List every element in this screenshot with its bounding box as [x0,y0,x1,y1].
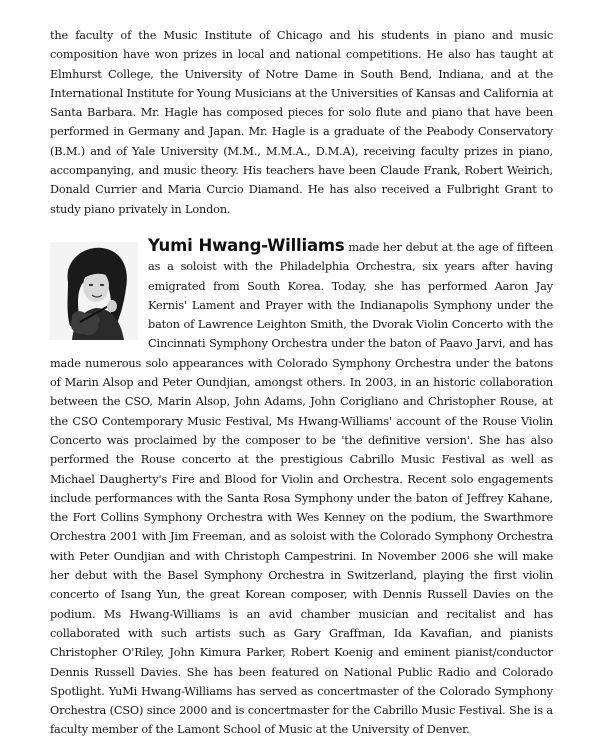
bio-text: made her debut at the age of fifteen as a soloist with the Philadelphia Orchestra, six years after having emigrated from South Korea. Today, she has performed Aaron Jay Kernis' Lament and Prayer with the Indianapolis Symphony under the baton of Lawrence Leighton Smith, the Dvorak Violin Concerto with the Cincinnati Symphony Orchestra under the baton of Paavo Jarvi, and has made numerous solo appearances with Colorado Symphony Orchestra under the batons of Marin Alsop and Peter Oundjian, amongst others. In 2003, in an historic collaboration between the CSO, Marin Alsop, John Adams, John Corigliano and Christopher Rouse, at the CSO Contemporary Music Festival, Ms Hwang-Williams' account of the Rouse Violin Concerto was proclaimed by the composer to be 'the definitive version'. She has also performed the Rouse concerto at the prestigious Cabrillo Music Festival as well as Michael Daugherty's Fire and Blood for Violin and Orchestra. Recent solo engagements include performances with the Santa Rosa Symphony under the baton of Jeffrey Kahane, the Fort Collins Symphony Orchestra with Wes Kenney on the podium, the Swarthmore Orchestra 2001 with Jim Freeman, and as soloist with the Colorado Symphony Orchestra with Peter Oundjian and with Christoph Campestrini. In November 2006 she will make her debut with the Basel Symphony Orchestra in Switzerland, playing the first violin concerto of Isang Yun, the great Korean composer, with Dennis Russell Davies on the podium. Ms Hwang-Williams is an avid chamber musician and recitalist and has collaborated with such artists such as Gary Graffman, Ida Kavafian, and pianists Christopher O'Riley, John Kimura Parker, Robert Koenig and eminent pianist/conductor Dennis Russell Davies. She has been featured on National Public Radio and Colorado Spotlight. YuMi Hwang-Williams has served as concertmaster of the Colorado Symphony Orchestra (CSO) since 2000 and is concertmaster for the Cabrillo Music Festival. She is a faculty member of the Lamont School of Music at the University of Denver. [50,240,553,737]
intro-paragraph: the faculty of the Music Institute of Chicago and his students in piano and music composition have won prizes in local and national competitions. He also has taught at Elmhurst College, the University of Notre Dame in South Bend, Indiana, and at the International Institute for Young Musicians at the Universities of Kansas and California at Santa Barbara. Mr. Hagle has composed pieces for solo flute and piano that have been performed in Germany and Japan. Mr. Hagle is a graduate of the Peabody Conservatory (B.M.) and of Yale University (M.M., M.M.A., D.M.A), receiving faculty prizes in piano, accompanying, and music theory. His teachers have been Claude Frank, Robert Weirich, Donald Currier and Maria Curcio Diamand. He has also received a Fulbright Grant to study piano privately in London. [50,29,553,216]
portrait-photo [50,242,138,340]
bio-name: Yumi Hwang-Williams [148,235,345,255]
document-page [50,26,553,740]
bio-paragraph [50,236,553,740]
